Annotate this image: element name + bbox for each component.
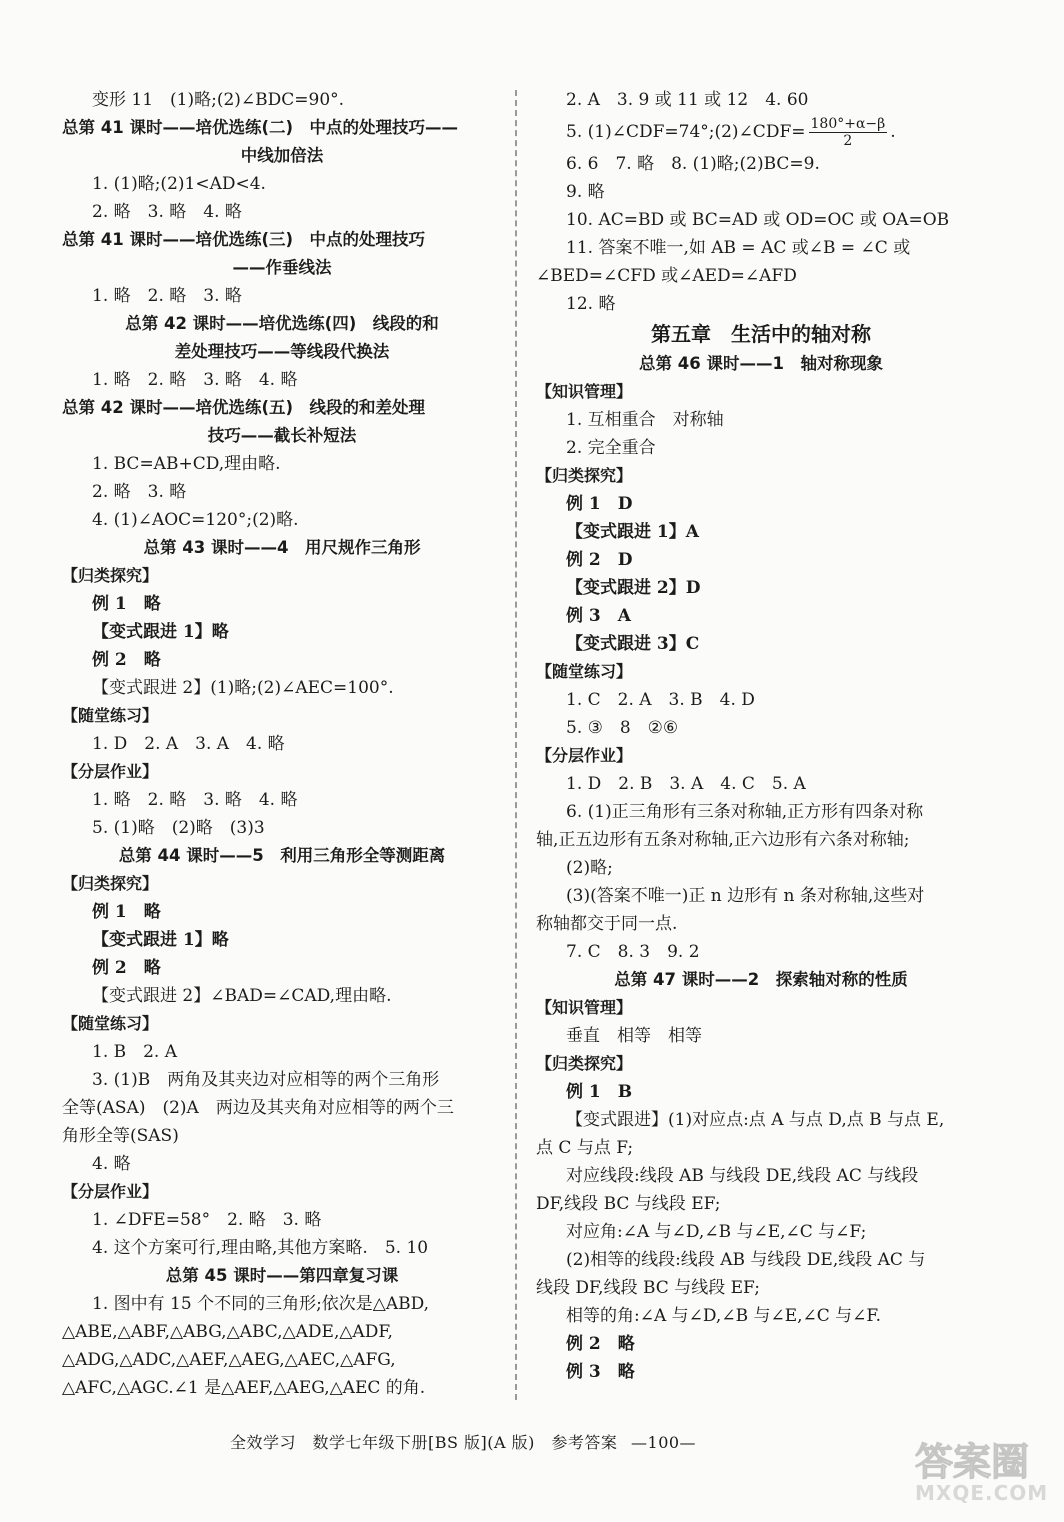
right-line-7: 12. 略	[566, 294, 616, 314]
left-line-42: 总第 45 课时——第四章复习课	[165, 1266, 399, 1285]
column-divider	[515, 90, 517, 1400]
page-footer	[230, 1430, 930, 1453]
right-line-23: 【分层作业】	[536, 746, 633, 765]
left-line-20: 例 2 略	[92, 650, 161, 670]
right-line-33: 垂直 相等 相等	[566, 1026, 702, 1046]
line-suffix: .	[890, 122, 896, 142]
left-line-19: 【变式跟进 1】略	[92, 622, 229, 642]
right-line-17: 【变式跟进 2】D	[566, 578, 701, 598]
right-line-25: 6. (1)正三角形有三条对称轴,正方形有四条对称	[566, 802, 924, 822]
right-line-30: 7. C 8. 3 9. 2	[566, 942, 700, 962]
right-line-16: 例 2 D	[566, 550, 633, 570]
left-line-23: 1. D 2. A 3. A 4. 略	[92, 734, 285, 754]
left-line-7: 1. 略 2. 略 3. 略	[92, 286, 242, 306]
right-line-27: (2)略;	[566, 858, 613, 878]
left-line-43: 1. 图中有 15 个不同的三角形;依次是△ABD,	[92, 1294, 430, 1314]
right-line-9: 总第 46 课时——1 轴对称现象	[639, 354, 883, 373]
right-line-41: (2)相等的线段:线段 AB 与线段 DE,线段 AC 与	[566, 1250, 926, 1270]
right-line-5: 11. 答案不唯一,如 AB = AC 或∠B = ∠C 或	[566, 238, 911, 258]
left-line-40: 1. ∠DFE=58° 2. 略 3. 略	[92, 1210, 322, 1230]
right-line-40: 对应角:∠A 与∠D,∠B 与∠E,∠C 与∠F;	[566, 1222, 867, 1242]
right-line-36: 【变式跟进】(1)对应点:点 A 与点 D,点 B 与点 E,	[566, 1110, 945, 1130]
right-line-34: 【归类探究】	[536, 1054, 633, 1073]
right-line-14: 例 1 D	[566, 494, 633, 514]
watermark-url: MXQE.COM	[915, 1481, 1049, 1505]
left-line-26: 5. (1)略 (2)略 (3)3	[92, 818, 265, 838]
right-line-8: 第五章 生活中的轴对称	[651, 322, 871, 346]
left-line-12: 技巧——截长补短法	[207, 426, 357, 445]
right-line-1	[536, 114, 986, 150]
line-text: 5. (1)∠CDF=74°;(2)∠CDF=	[566, 122, 806, 142]
left-line-44: △ABE,△ABF,△ABG,△ABC,△ADE,△ADF,	[62, 1322, 393, 1342]
right-line-19: 【变式跟进 3】C	[566, 634, 700, 654]
left-line-13: 1. BC=AB+CD,理由略.	[92, 454, 281, 474]
right-line-39: DF,线段 BC 与线段 EF;	[536, 1194, 721, 1214]
left-line-41: 4. 这个方案可行,理由略,其他方案略. 5. 10	[92, 1238, 429, 1258]
left-line-45: △ADG,△ADC,△AEF,△AEG,△AEC,△AFG,	[62, 1350, 396, 1370]
left-line-8: 总第 42 课时——培优选练(四) 线段的和	[125, 314, 439, 333]
right-line-31: 总第 47 课时——2 探索轴对称的性质	[614, 970, 908, 989]
left-line-35: 3. (1)B 两角及其夹边对应相等的两个三角形	[92, 1070, 440, 1090]
right-line-43: 相等的角:∠A 与∠D,∠B 与∠E,∠C 与∠F.	[566, 1306, 881, 1326]
right-line-45: 例 3 略	[566, 1362, 635, 1382]
right-line-2: 6. 6 7. 略 8. (1)略;(2)BC=9.	[566, 154, 820, 174]
right-line-13: 【归类探究】	[536, 466, 633, 485]
right-line-4: 10. AC=BD 或 BC=AD 或 OD=OC 或 OA=OB	[566, 210, 950, 230]
right-line-38: 对应线段:线段 AB 与线段 DE,线段 AC 与线段	[566, 1166, 919, 1186]
left-line-30: 【变式跟进 1】略	[92, 930, 229, 950]
left-line-34: 1. B 2. A	[92, 1042, 178, 1062]
left-line-1: 总第 41 课时——培优选练(二) 中点的处理技巧——	[62, 118, 459, 137]
left-line-15: 4. (1)∠AOC=120°;(2)略.	[92, 510, 299, 530]
right-line-29: 称轴都交于同一点.	[536, 914, 678, 934]
left-line-31: 例 2 略	[92, 958, 161, 978]
left-line-46: △AFC,△AGC.∠1 是△AEF,△AEG,△AEC 的角.	[62, 1378, 426, 1398]
right-line-15: 【变式跟进 1】A	[566, 522, 699, 542]
left-line-4: 2. 略 3. 略 4. 略	[92, 202, 242, 222]
left-column	[62, 86, 502, 1402]
right-line-44: 例 2 略	[566, 1334, 635, 1354]
left-line-18: 例 1 略	[92, 594, 161, 614]
fraction-denominator: 2	[843, 133, 853, 149]
right-line-10: 【知识管理】	[536, 382, 633, 401]
fraction-numerator: 180°+α−β	[810, 116, 886, 132]
left-line-14: 2. 略 3. 略	[92, 482, 187, 502]
right-line-35: 例 1 B	[566, 1082, 633, 1102]
left-line-37: 角形全等(SAS)	[62, 1126, 179, 1146]
right-line-21: 1. C 2. A 3. B 4. D	[566, 690, 755, 710]
left-line-2: 中线加倍法	[240, 146, 324, 165]
right-line-18: 例 3 A	[566, 606, 631, 626]
left-line-0: 变形 11 (1)略;(2)∠BDC=90°.	[92, 90, 345, 110]
left-line-25: 1. 略 2. 略 3. 略 4. 略	[92, 790, 298, 810]
left-line-38: 4. 略	[92, 1154, 131, 1174]
left-line-27: 总第 44 课时——5 利用三角形全等测距离	[118, 846, 446, 865]
left-line-3: 1. (1)略;(2)1<AD<4.	[92, 174, 266, 194]
left-line-24: 【分层作业】	[62, 762, 159, 781]
left-line-32: 【变式跟进 2】∠BAD=∠CAD,理由略.	[92, 986, 392, 1006]
left-line-22: 【随堂练习】	[62, 706, 159, 725]
right-line-20: 【随堂练习】	[536, 662, 633, 681]
left-line-10: 1. 略 2. 略 3. 略 4. 略	[92, 370, 298, 390]
watermark-logo	[915, 1442, 1050, 1512]
right-line-22: 5. ③ 8 ②⑥	[566, 718, 679, 738]
watermark-title: 答案圈	[915, 1440, 1030, 1484]
left-line-21: 【变式跟进 2】(1)略;(2)∠AEC=100°.	[92, 678, 394, 698]
right-line-12: 2. 完全重合	[566, 438, 656, 458]
left-line-36: 全等(ASA) (2)A 两边及其夹角对应相等的两个三	[62, 1098, 454, 1118]
left-line-28: 【归类探究】	[62, 874, 159, 893]
right-line-28: (3)(答案不唯一)正 n 边形有 n 条对称轴,这些对	[566, 886, 925, 906]
footer-text: 全效学习 数学七年级下册[BS 版](A 版) 参考答案	[230, 1433, 618, 1452]
right-line-6: ∠BED=∠CFD 或∠AED=∠AFD	[536, 266, 797, 286]
right-column	[536, 86, 986, 1386]
right-line-24: 1. D 2. B 3. A 4. C 5. A	[566, 774, 806, 794]
right-line-32: 【知识管理】	[536, 998, 633, 1017]
left-line-11: 总第 42 课时——培优选练(五) 线段的和差处理	[62, 398, 426, 417]
right-line-42: 线段 DF,线段 BC 与线段 EF;	[536, 1278, 760, 1298]
left-line-6: ——作垂线法	[232, 258, 332, 277]
right-line-26: 轴,正五边形有五条对称轴,正六边形有六条对称轴;	[536, 830, 910, 850]
left-line-29: 例 1 略	[92, 902, 161, 922]
left-line-16: 总第 43 课时——4 用尺规作三角形	[143, 538, 421, 557]
left-line-9: 差处理技巧——等线段代换法	[174, 342, 390, 361]
fraction	[809, 116, 888, 149]
left-line-5: 总第 41 课时——培优选练(三) 中点的处理技巧	[62, 230, 426, 249]
right-line-0: 2. A 3. 9 或 11 或 12 4. 60	[566, 90, 809, 110]
right-line-37: 点 C 与点 F;	[536, 1138, 634, 1158]
left-line-17: 【归类探究】	[62, 566, 159, 585]
page-number: —100—	[631, 1433, 697, 1452]
right-line-3: 9. 略	[566, 182, 605, 202]
right-line-11: 1. 互相重合 对称轴	[566, 410, 724, 430]
left-line-39: 【分层作业】	[62, 1182, 159, 1201]
left-line-33: 【随堂练习】	[62, 1014, 159, 1033]
